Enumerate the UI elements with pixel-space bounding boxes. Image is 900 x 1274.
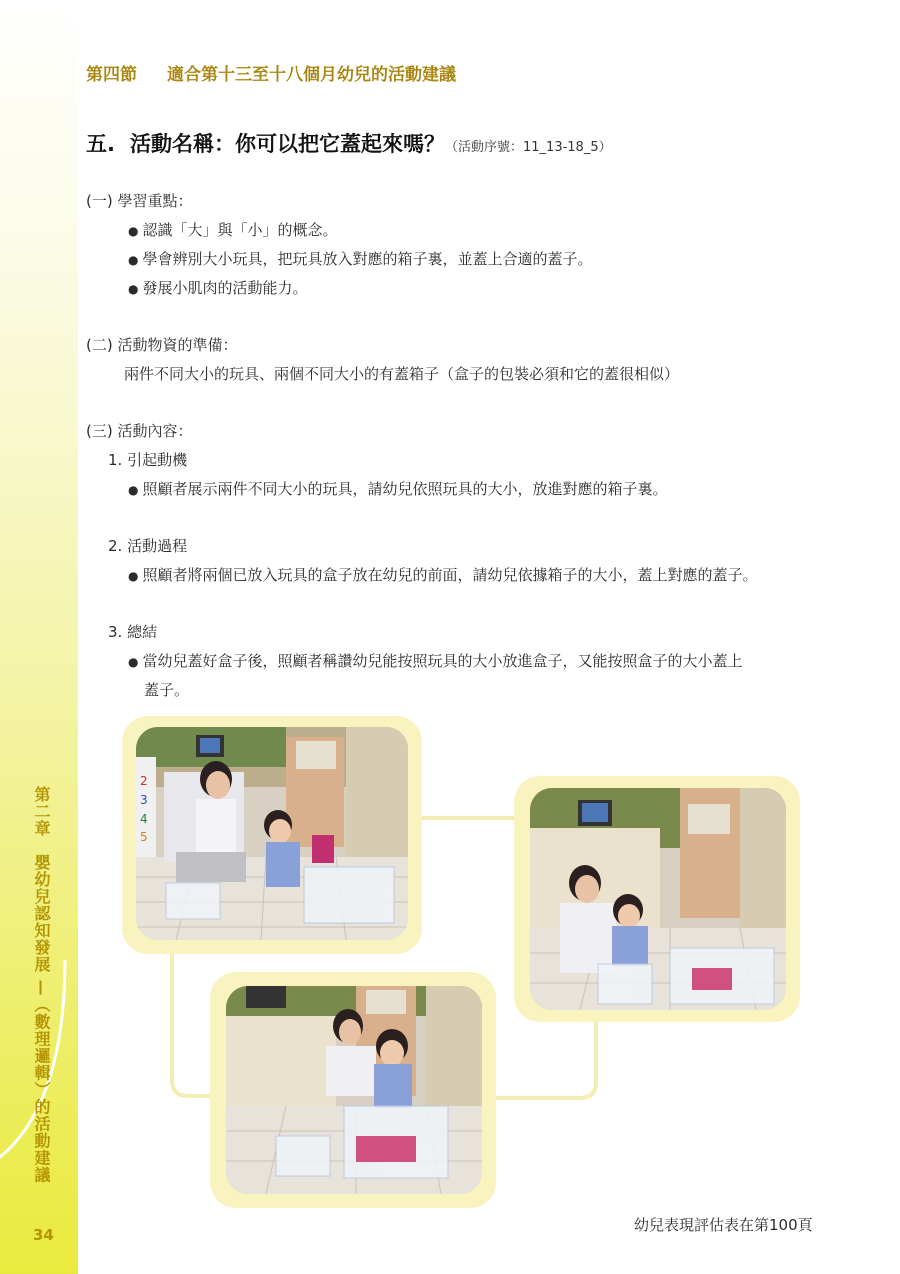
list-item: ● 發展小肌肉的活動能力。 [128, 279, 308, 297]
svg-text:5: 5 [140, 830, 148, 844]
footer-note: 幼兒表現評估表在第100頁 [634, 1216, 813, 1234]
activity-number: 五. [86, 132, 115, 156]
content-heading: (三) 活動內容： [86, 422, 193, 440]
step-label: 2. 活動過程 [108, 537, 188, 555]
svg-text:2: 2 [140, 774, 148, 788]
learning-focus-heading: (一) 學習重點： [86, 192, 193, 210]
section-title: 適合第十三至十八個月幼兒的活動建議 [167, 65, 456, 85]
step-label: 3. 總結 [108, 623, 158, 641]
activity-photo-3 [226, 986, 482, 1194]
step-label: 1. 引起動機 [108, 451, 188, 469]
step-text: ● 照顧者展示兩件不同大小的玩具，請幼兒依照玩具的大小，放進對應的箱子裏。 [128, 480, 668, 498]
step-text: ● 當幼兒蓋好盒子後，照顧者稱讚幼兒能按照玩具的大小放進盒子，又能按照盒子的大小蓋上 [128, 652, 743, 670]
svg-text:4: 4 [140, 812, 148, 826]
step-text-continued: 蓋子。 [144, 681, 190, 699]
svg-text:3: 3 [140, 793, 148, 807]
section-label: 第四節 [86, 65, 137, 85]
list-item: ● 認識「大」與「小」的概念。 [128, 221, 338, 239]
materials-heading: (二) 活動物資的準備： [86, 336, 238, 354]
list-item: ● 學會辨別大小玩具，把玩具放入對應的箱子裏，並蓋上合適的蓋子。 [128, 250, 593, 268]
activity-code: （活動序號：11_13-18_5） [445, 140, 612, 155]
activity-photo-2 [530, 788, 786, 1010]
activity-name: 活動名稱：你可以把它蓋起來嗎？ [130, 132, 445, 156]
chapter-title: 第二章 嬰幼兒認知發展 —（數理邏輯）的活動建議 [32, 786, 51, 1184]
materials-text: 兩件不同大小的玩具、兩個不同大小的有蓋箱子（盒子的包裝必須和它的蓋很相似） [124, 365, 680, 383]
page-number: 34 [33, 1226, 54, 1244]
activity-photo-1 [136, 727, 408, 940]
step-text: ● 照顧者將兩個已放入玩具的盒子放在幼兒的前面，請幼兒依據箱子的大小，蓋上對應的蓋子。 [128, 566, 758, 584]
